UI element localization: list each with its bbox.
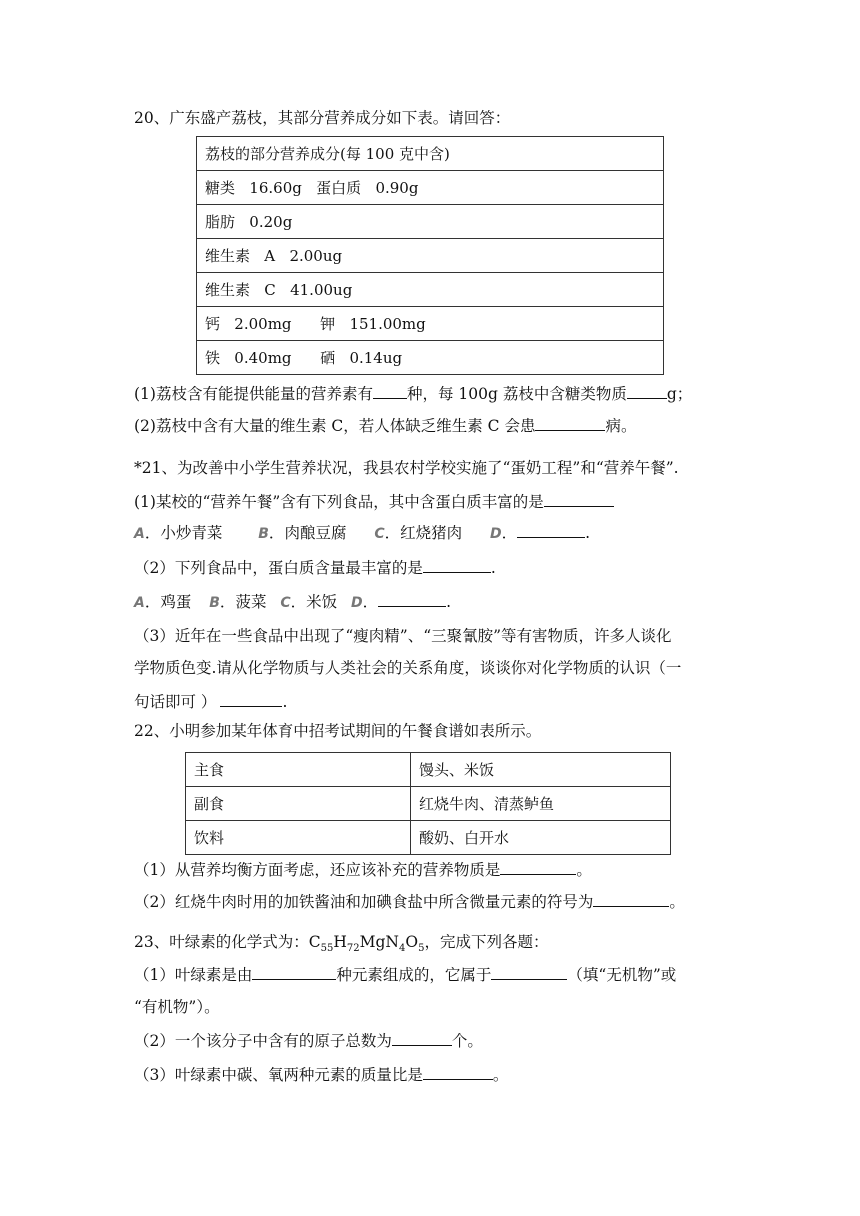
q23-title [134,931,548,960]
table-row [186,821,671,855]
lychee-table-row: 脂肪 0.20g [197,205,664,239]
q21-title: *21、为改善中小学生营养状况，我县农村学校实施了“蛋奶工程”和“营养午餐”. [134,459,679,477]
q23-sub2-text: （2）一个该分子中含有的原子总数为 [134,1032,392,1050]
answer-blank[interactable] [392,1029,452,1046]
option-text: 红烧猪肉 [400,524,463,542]
menu-category: 主食 [186,753,411,787]
answer-blank[interactable] [593,890,669,907]
lychee-table-row: 铁 0.40mg 硒 0.14ug [197,341,664,375]
q20-sub2 [134,414,636,437]
q21-sub3-text: 句话即可 ） [134,693,217,711]
menu-items: 红烧牛肉、清蒸鲈鱼 [411,787,671,821]
option-sep: ． [268,524,285,542]
answer-blank[interactable] [544,490,614,507]
q21-sub3-line3 [134,690,287,713]
punctuation: . [490,559,496,577]
menu-items: 馒头、米饭 [411,753,671,787]
q20-sub1-text: 种，每 100g 荔枝中含糖类物质 [406,385,627,403]
formula-part: H [333,933,347,951]
q23-sub1 [134,963,676,986]
lychee-table-row: 钙 2.00mg 钾 151.00mg [197,307,664,341]
option-sep: ． [384,524,401,542]
answer-blank[interactable] [535,414,605,431]
q20-sub1-text: g； [666,385,693,403]
option-letter: A [134,526,145,542]
answer-blank[interactable] [627,382,667,399]
formula-part: MgN [359,933,399,951]
lychee-table-header: 荔枝的部分营养成分(每 100 克中含) [197,137,664,171]
q23-sub2-text: 个。 [451,1032,483,1050]
chlorophyll-formula [308,933,425,955]
formula-sub: 4 [398,943,406,955]
punctuation: . [585,524,591,542]
menu-items: 酸奶、白开水 [411,821,671,855]
lychee-table-row: 糖类 16.60g 蛋白质 0.90g [197,171,664,205]
menu-category: 饮料 [186,821,411,855]
lunch-menu-table [185,752,671,855]
q20-title: 20、广东盛产荔枝，其部分营养成分如下表。请回答： [134,109,511,127]
punctuation: 。 [669,893,685,911]
option-sep: ． [290,593,307,611]
option-letter: C [374,526,385,542]
q21-options-1 [134,521,590,545]
lychee-table-row: 维生素 A 2.00ug [197,239,664,273]
q23-sub3-text: （3）叶绿素中碳、氧两种元素的质量比是 [134,1066,423,1084]
q22-title: 22、小明参加某年体育中招考试期间的午餐食谱如表所示。 [134,722,542,740]
q20-sub1-text: (1)荔枝含有能提供能量的营养素有 [134,385,373,403]
q23-sub2 [134,1029,483,1052]
option-letter: A [134,595,145,611]
q20-sub1 [134,382,692,405]
option-letter: D [351,595,363,611]
lychee-nutrition-table [196,136,664,375]
option-letter: C [280,595,291,611]
option-sep: ． [144,593,161,611]
q21-sub3-line1: （3）近年在一些食品中出现了“瘦肉精”、“三聚氰胺”等有害物质，许多人谈化 [134,627,672,645]
table-row [186,787,671,821]
q23-sub1-text: （填“无机物”或 [567,966,677,984]
q21-sub2 [134,556,496,579]
answer-blank[interactable] [423,556,491,573]
q23-sub1-text: 种元素组成的，它属于 [336,966,492,984]
menu-category: 副食 [186,787,411,821]
punctuation: . [282,693,288,711]
option-text: 米饭 [306,593,338,611]
formula-part: C [308,933,321,951]
q23-sub3 [134,1063,508,1086]
q23-sub1-text: （1）叶绿素是由 [134,966,253,984]
punctuation: 。 [576,861,592,879]
q22-sub1 [134,858,592,881]
q23-sub1-cont: “有机物”）。 [134,998,220,1016]
q21-sub3-line2: 学物质色变.请从化学物质与人类社会的关系角度，谈谈你对化学物质的认识（一 [134,659,682,677]
q21-sub1-text: (1)某校的“营养午餐”含有下列食品，其中含蛋白质丰富的是 [134,493,544,511]
option-text: 鸡蛋 [160,593,192,611]
answer-blank[interactable] [378,590,446,607]
q22-sub1-text: （1）从营养均衡方面考虑，还应该补充的营养物质是 [134,861,501,879]
q21-sub2-text: （2）下列食品中，蛋白质含量最丰富的是 [134,559,423,577]
option-text: 菠菜 [235,593,267,611]
q22-sub2-text: （2）红烧牛肉时用的加铁酱油和加碘食盐中所含微量元素的符号为 [134,893,594,911]
formula-part: O [405,933,419,951]
answer-blank[interactable] [491,963,567,980]
formula-sub: 55 [320,943,334,955]
q22-sub2 [134,890,685,913]
q20-sub2-text: 病。 [605,417,637,435]
option-text: 肉酿豆腐 [284,524,347,542]
answer-blank[interactable] [500,858,576,875]
punctuation: . [446,593,452,611]
option-sep: ． [219,593,236,611]
option-sep: ． [501,524,518,542]
formula-sub: 72 [346,943,360,955]
answer-blank[interactable] [220,690,282,707]
option-letter: B [209,595,220,611]
answer-blank[interactable] [252,963,336,980]
table-row [186,753,671,787]
lychee-table-row: 维生素 C 41.00ug [197,273,664,307]
q21-sub1 [134,490,614,513]
option-letter: B [258,526,269,542]
option-sep: ． [362,593,379,611]
answer-blank[interactable] [517,521,585,538]
formula-sub: 5 [418,943,425,955]
option-letter: D [490,526,502,542]
q21-options-2 [134,590,451,614]
answer-blank[interactable] [373,382,407,399]
q23-title-text: 23、叶绿素的化学式为： [134,933,309,951]
q20-sub2-text: (2)荔枝中含有大量的维生素 C，若人体缺乏维生素 C 会患 [134,417,536,435]
option-text: 小炒青菜 [160,524,223,542]
answer-blank[interactable] [423,1063,493,1080]
q23-title-text: ，完成下列各题： [424,933,549,951]
option-sep: ． [144,524,161,542]
punctuation: 。 [492,1066,509,1084]
